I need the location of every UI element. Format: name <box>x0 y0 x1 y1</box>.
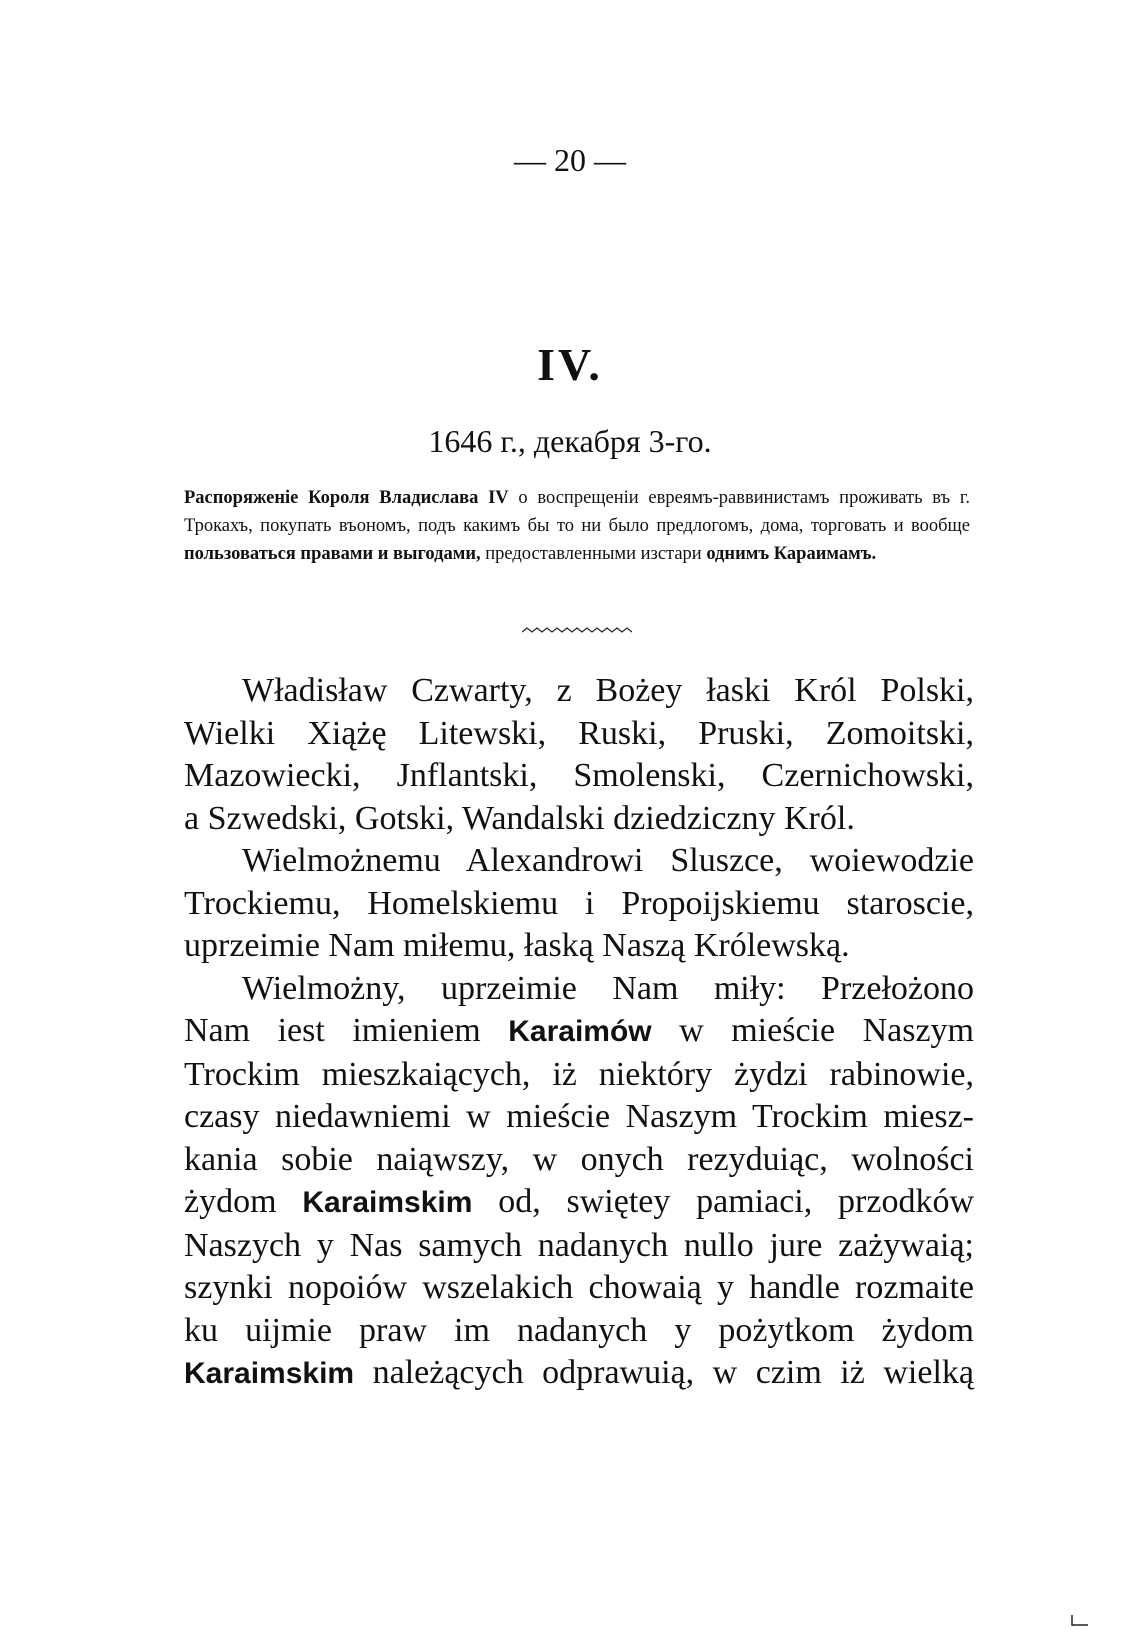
body-line <box>184 1010 974 1054</box>
karaim-term: Karaimów <box>508 1015 652 1048</box>
body-line-text: od, swiętey pamiaci, przodków <box>472 1183 974 1220</box>
body-line: kania sobie naiąwszy, w onych rezyduiąc, wolności <box>184 1140 974 1178</box>
summary-text-2: предоставленными изстари <box>480 544 707 564</box>
summary-text-1: о воспрещеніи евреямъ-раввинистамъ проживать въ г. Трокахъ, покупать въономъ, подъ какимъ бы то ни было предлогомъ, дома, торговать и вообще <box>184 488 970 536</box>
scan-corner-mark <box>1070 1615 1090 1627</box>
body-line: Trockiemu, Homelskiemu i Propoijskiemu staroscie, <box>184 884 974 922</box>
body-line-text: w mieście Naszym <box>651 1012 975 1049</box>
body-line-text: należących odprawuią, w czim iż wielką <box>354 1354 974 1391</box>
body-line: szynki nopoiów wszelakich chowaią y handle rozmaite <box>184 1269 974 1306</box>
body-line: uprzeimie Nam miłemu, łaską Naszą Królewską. <box>184 927 850 964</box>
document-summary <box>184 484 970 568</box>
karaim-term: Karaimskim <box>302 1186 473 1219</box>
body-line: a Szwedski, Gotski, Wandalski dziedziczny Król. <box>184 799 855 837</box>
ornament-divider <box>522 626 632 638</box>
page-number: — 20 — <box>514 142 626 178</box>
summary-emphasis: пользоваться правами и выгодами, <box>184 544 481 564</box>
body-line <box>184 1181 974 1225</box>
document-date: 1646 г., декабря 3-го. <box>428 423 712 459</box>
body-line: ku uijmie praw im nadanych y pożytkom żydom <box>184 1311 974 1349</box>
body-line-text: Nam iest imieniem <box>184 1012 509 1049</box>
body-line: Wielmożny, uprzeimie Nam miły: Przełożono <box>242 969 974 1007</box>
summary-emphasis-2: однимъ Караимамъ. <box>706 544 877 564</box>
section-number: IV. <box>537 339 603 390</box>
document-body <box>184 670 974 1396</box>
body-line: Trockim mieszkaiących, iż niektóry żydzi rabinowie, <box>184 1055 974 1093</box>
body-line: Władisław Czwarty, z Bożey łaski Król Polski, <box>242 672 974 709</box>
karaim-term: Karaimskim <box>184 1357 355 1390</box>
body-line: Naszych y Nas samych nadanych nullo jure zażywaią; <box>184 1226 974 1264</box>
body-line <box>184 1352 974 1396</box>
body-line-text: żydom <box>184 1183 303 1220</box>
body-line: Wielmożnemu Alexandrowi Sluszce, woiewodzie <box>242 842 974 879</box>
body-line: Mazowiecki, Jnflantski, Smolenski, Czernichowski, <box>184 757 974 794</box>
body-line: Wielki Xiążę Litewski, Ruski, Pruski, Zomoitski, <box>184 714 974 752</box>
summary-lead: Распоряженіе Короля Владислава IV <box>184 488 509 508</box>
body-line: czasy niedawniemi w mieście Naszym Trockim miesz- <box>184 1098 974 1135</box>
